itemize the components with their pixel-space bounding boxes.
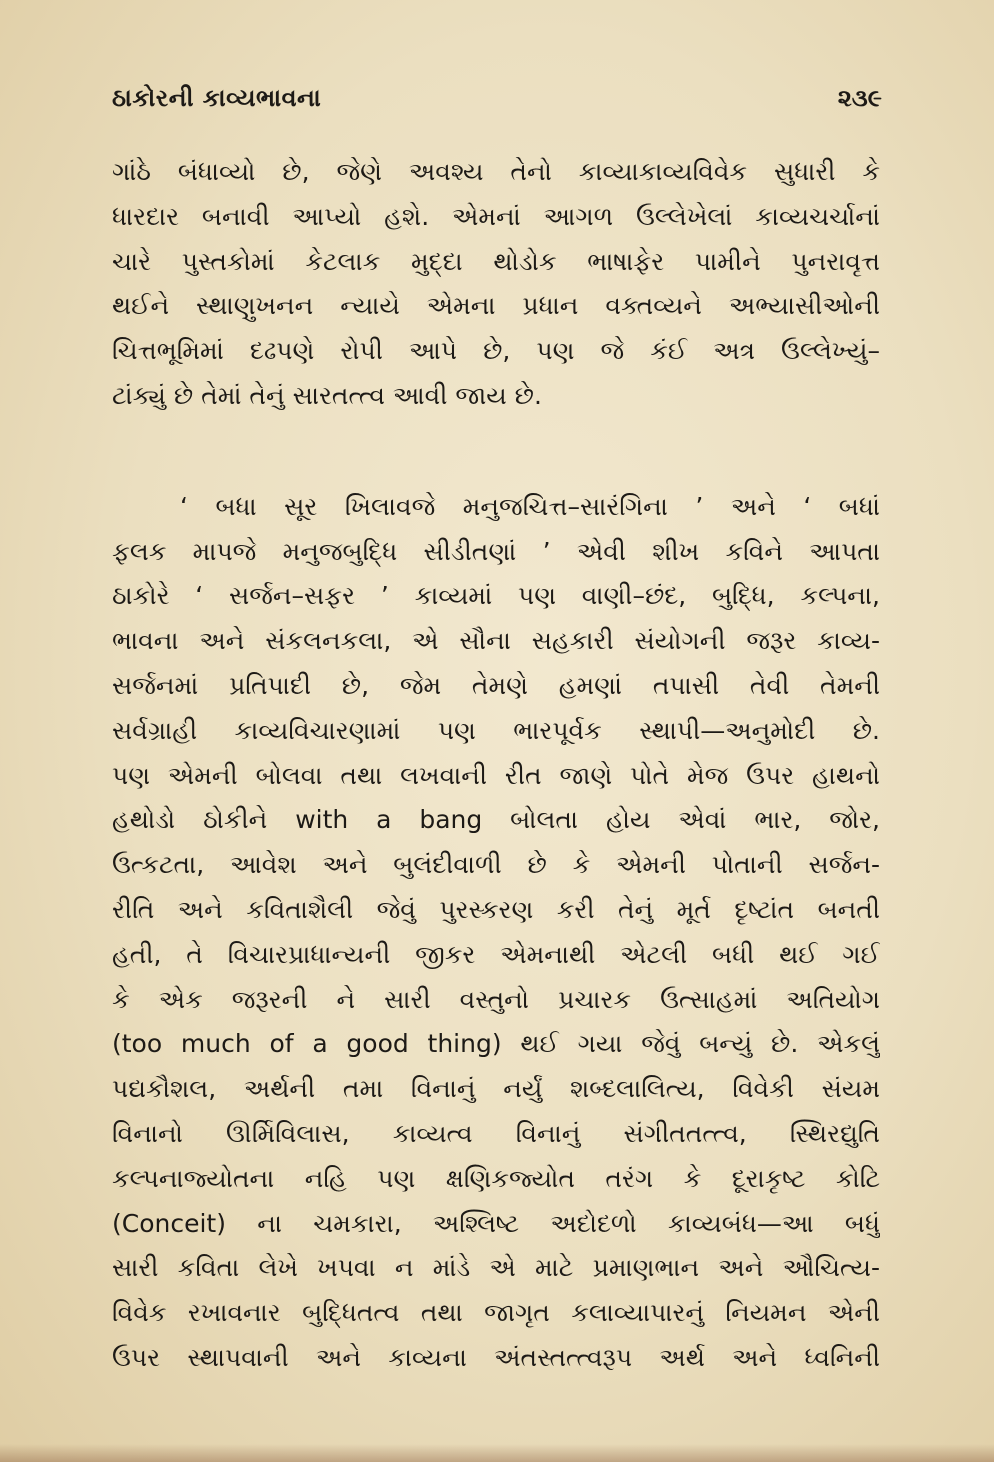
text-line: રીતિ અને કવિતાશૈલી જેવું પુરસ્કરણ કરી તેનું મૂર્ત દૃષ્ટાંત બનતી xyxy=(112,894,880,924)
text-line: ફલક માપજે મનુજબુદ્ધિ સીડીતણાં ’ એવી શીખ કવિને આપતા xyxy=(112,536,880,566)
text-line: વિનાનો ઊર્મિવિલાસ, કાવ્યત્વ વિનાનું સંગીતતત્ત્વ, સ્થિરદ્યુતિ xyxy=(112,1118,880,1148)
text-line: સારી કવિતા લેખે ખપવા ન માંડે એ માટે પ્રમાણભાન અને ઔચિત્ય- xyxy=(112,1253,880,1283)
text-line: (Conceit) ના ચમકારા, અશ્લિષ્ટ અદોદળો કાવ્યબંધ—આ બધું xyxy=(112,1208,880,1238)
page-number: ૨૩૯ xyxy=(837,84,882,112)
text-line: પણ એમની બોલવા તથા લખવાની રીત જાણે પોતે મેજ ઉપર હાથનો xyxy=(112,760,880,790)
text-line: (too much of a good thing) થઈ ગયા જેવું બન્યું છે. એકલું xyxy=(112,1029,880,1059)
text-line: સર્જનમાં પ્રતિપાદી છે, જેમ તેમણે હમણાં તપાસી તેવી તેમની xyxy=(112,670,880,700)
text-line: ભાવના અને સંકલનકલા, એ સૌના સહકારી સંયોગની જરૂર કાવ્ય- xyxy=(112,626,880,656)
text-line: ટાંક્યું છે તેમાં તેનું સારતત્ત્વ આવી જાય છે. xyxy=(112,380,542,410)
text-line: હતી, તે વિચારપ્રાધાન્યની જીકર એમનાથી એટલી બધી થઈ ગઈ xyxy=(112,939,880,969)
text-line: ઉપર સ્થાપવાની અને કાવ્યના અંતસ્તત્ત્વરૂપ અર્થ અને ધ્વનિની xyxy=(112,1342,880,1372)
text-line: ઉત્કટતા, આવેશ અને બુલંદીવાળી છે કે એમની પોતાની સર્જન- xyxy=(112,850,880,880)
page-header xyxy=(112,84,882,124)
text-line: પદ્યકૌશલ, અર્થની તમા વિનાનું નર્યું શબ્દલાલિત્ય, વિવેકી સંયમ xyxy=(112,1074,880,1104)
page-bottom-edge xyxy=(0,1444,994,1462)
text-line: ચારે પુસ્તકોમાં કેટલાક મુદ્દા થોડોક ભાષાફેર પામીને પુનરાવૃત્ત xyxy=(112,246,880,276)
text-line: ગાંઠે બંધાવ્યો છે, જેણે અવશ્ય તેનો કાવ્યાકાવ્યવિવેક સુધારી કે xyxy=(112,157,880,186)
text-line: ધારદાર બનાવી આપ્યો હશે. એમનાં આગળ ઉલ્લેખેલાં કાવ્યચર્ચાનાં xyxy=(112,201,880,231)
text-line: ચિત્તભૂમિમાં દઢપણે રોપી આપે છે, પણ જે કંઈ અત્ર ઉલ્લેખ્યું– xyxy=(112,336,880,366)
text-line: ઠાકોરે ‘ સર્જન–સફર ’ કાવ્યમાં પણ વાણી–છંદ, બુદ્ધિ, કલ્પના, xyxy=(112,581,880,611)
text-line: હથોડો ઠોકીને with a bang બોલતા હોય એવાં ભાર, જોર, xyxy=(112,805,880,835)
text-line: કલ્પનાજ્યોતના નહિ પણ ક્ષણિકજ્યોત તરંગ કે દૂરાકૃષ્ટ કોટિ xyxy=(112,1163,880,1193)
paragraph-gap xyxy=(112,419,880,485)
paragraph-1 xyxy=(112,150,880,419)
paragraph-2 xyxy=(112,485,880,1381)
body-text xyxy=(112,150,880,1381)
text-line: થઈને સ્થાણુખનન ન્યાયે એમના પ્રધાન વક્તવ્યને અભ્યાસીઓની xyxy=(112,291,880,321)
text-line: ‘ બધા સૂર ખિલાવજે મનુજચિત્ત–સારંગિના ’ અને ‘ બધાં xyxy=(180,491,880,521)
text-line: કે એક જરૂરની ને સારી વસ્તુનો પ્રચારક ઉત્સાહમાં અતિયોગ xyxy=(112,984,880,1014)
text-line: સર્વગ્રાહી કાવ્યવિચારણામાં પણ ભારપૂર્વક સ્થાપી—અનુમોદી છે. xyxy=(112,715,880,745)
text-line: વિવેક રખાવનાર બુદ્ધિતત્વ તથા જાગૃત કલાવ્યાપારનું નિયમન એની xyxy=(112,1298,880,1328)
running-title: ઠાકોરની કાવ્યભાવના xyxy=(112,84,322,112)
